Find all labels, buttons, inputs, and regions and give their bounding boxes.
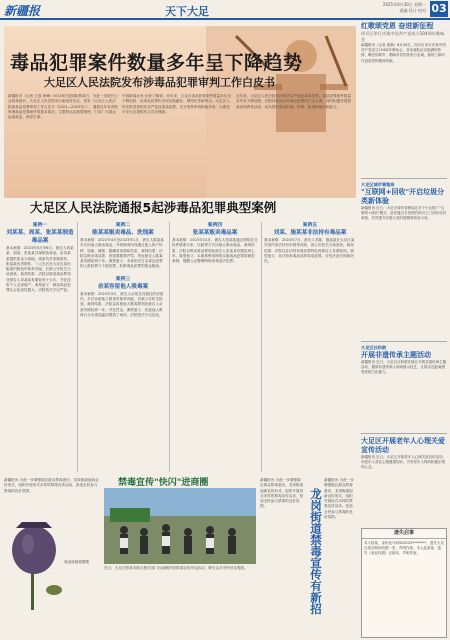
column-divider xyxy=(169,222,170,472)
poppy-caption xyxy=(64,560,100,580)
sidebar-story-4-title: 大足区开展老年人心理关爱宣传活动 xyxy=(361,437,445,454)
case-body: 基本案情：2022年4月至2023年1月，被告人陈某某多次向他人贩卖毒品，并将贩毒所得通过他人账户转移、转换，掩饰、隐瞒其来源和性质。裁判结果：法院以贩卖毒品罪、洗钱罪数罪并罚，判处被告人陈某某有期徒刑十年。典型意义：本案依法打击毒品犯罪的上游犯罪与下游犯罪，斩断毒品犯罪的资金链条。 xyxy=(80,238,164,269)
page-header xyxy=(0,0,450,20)
hero-text-col-1 xyxy=(8,94,118,196)
case-body: 基本案情：2023年5月至6月，被告人刘某某、周某、张某某共谋制造毒品，由刘某某提供资金与场地，周某负责采购原料，张某某负责制作。三人先后在大足区某出租屋内制造甲基苯丙胺，后被公安机关当场查获。裁判结果：法院以制造毒品罪判处被告人刘某某有期徒刑十五年，并处没收个人全部财产。典型意义：制造毒品犯罪社会危害性极大，法院依法予以严惩。 xyxy=(6,246,74,293)
photo-caption-text: 近日，大足区禁毒办联合相关部门在商圈开展禁毒宣传快闪活动，吸引众多市民驻足观看。 xyxy=(104,566,248,570)
column-divider xyxy=(77,222,78,472)
case-2 xyxy=(80,222,166,472)
case-body: 基本案情：2023年10月，被告人张某某通过网络社交软件联系买家，以邮寄方式向他人贩卖毒品。裁判结果：法院以贩卖毒品罪判处被告人张某某有期徒刑七年。典型意义：本案系利用网络实施毒品犯罪的典型案例，提醒公众警惕网络涉毒违法犯罪。 xyxy=(172,238,258,264)
notice-body: 本人杨某，身份证号码500225********，遗失大足区某处购房收据一张，声明作废。本人赵某某，遗失《营业执照》正副本，声明作废。 xyxy=(364,541,444,556)
case-number: 案例五 xyxy=(302,223,318,228)
hero-paragraph: 新疆报讯（记者 王燕 徐峰）6月26日是国际禁毒日，为进一步提升公众禁毒意识，大足区人民法院举行新闻发布会，发布《大足区人民法院涉毒品犯罪审判工作白皮书（2021—2025年）》，通报近年来该院审理毒品犯罪案件的基本情况、主要特点及典型案例，引导广大群众远离毒品、珍爱生命。 xyxy=(8,94,118,120)
sidebar-divider xyxy=(361,178,447,179)
sidebar-story-2-label: 大足区城市管理局 xyxy=(361,182,395,187)
vertical-story-body-col-2 xyxy=(324,478,356,608)
poppy-caption-text: 毒品原植物罂粟 xyxy=(64,560,90,564)
notice-title: 遗失启事 xyxy=(362,529,446,539)
case-body: 基本案情：2024年3月，被告人余某在其租住的房屋内，多次容留他人吸食甲基苯丙胺，后被公安机关抓获。裁判结果：法院以容留他人吸毒罪判处被告人余某有期徒刑一年，并处罚金。典型意义：容留他人吸毒行为为毒品滥用提供了场所，法院依法予以惩处。 xyxy=(80,291,164,317)
vertical-story-body: 新疆报讯 为进一步增强辖区群众禁毒意识，龙岗街道创新宣传形式，组织开展形式多样的禁毒宣传活动，营造全民参与禁毒的良好氛围。 xyxy=(324,478,354,520)
vertical-story-body: 新疆报讯 为进一步增强辖区群众禁毒意识，龙岗街道创新宣传形式，组织开展形式多样的禁毒宣传活动，营造全民参与禁毒的良好氛围。 xyxy=(4,478,99,493)
vertical-story-title: 龙岗街道禁毒宣传有新招 xyxy=(309,488,323,615)
case-title: 张某某贩卖毒品案 xyxy=(192,230,238,236)
column-divider xyxy=(261,222,262,472)
sidebar-story-2-title: "互联网+回收"开启垃圾分类新体验 xyxy=(361,188,445,205)
vertical-story-body: 新疆报讯 为进一步增强辖区群众禁毒意识，龙岗街道创新宣传形式，组织开展形式多样的禁毒宣传活动，营造全民参与禁毒的良好氛围。 xyxy=(260,478,304,509)
page-info xyxy=(383,2,426,14)
right-sidebar xyxy=(361,22,447,638)
sidebar-story-4-body: 新疆报讯 近日，大足区开展老年人心理关爱宣传活动，向老年人普及心理健康知识，引导老年人保持积极乐观的心态。 xyxy=(361,455,447,470)
sidebar-story-3-label: 大足区社科联 xyxy=(361,345,387,350)
hero-text-col-2 xyxy=(122,94,232,196)
section-title: 天下大足 xyxy=(165,5,209,18)
headline: 毒品犯罪案件数量多年呈下降趋势 xyxy=(10,52,303,74)
bottom-left-text xyxy=(4,478,100,518)
sidebar-story-1-title: 红歌颂党恩 奋进新征程 xyxy=(361,22,434,30)
poppy-capsule-image xyxy=(4,520,64,610)
case-number: 案例一 xyxy=(32,223,48,228)
case-title: 刘某某、周某、张某某制造毒品案 xyxy=(6,230,74,244)
hero-text-col-3 xyxy=(236,94,352,196)
case-title: 陈某某贩卖毒品、洗钱案 xyxy=(92,230,154,236)
photo-caption xyxy=(104,566,256,606)
page-number: 03 xyxy=(431,2,447,15)
case-body: 基本案情：2024年7月，被告人刘某、施某某在大足区某宾馆内非法持有甲基苯丙胺，被公安机关当场查获。裁判结果：法院以非法持有毒品罪判处两被告人有期徒刑。典型意义：非法持有毒品同样构成犯罪，应依法追究刑事责任。 xyxy=(264,238,355,264)
event-photo xyxy=(104,488,256,564)
newspaper-logo: 新疆报 xyxy=(4,4,41,18)
date-line: 2025年6月30日 星期一 xyxy=(382,2,426,7)
vertical-story-body-col xyxy=(260,478,304,608)
case-title: 余某容留他人吸毒案 xyxy=(97,283,149,290)
case-number: 案例二 xyxy=(115,223,131,228)
sidebar-story-2-body: 新疆报讯 近日，大足区城市管理局在多个小区推广"互联网+回收"模式，居民通过手机预约即可上门回收可回收物，有效提升垃圾分类的便捷度和参与率。 xyxy=(361,206,447,221)
hero-paragraph: 近年来，大足区人民法院坚持依法从严惩处毒品犯罪，毒品犯罪案件数量多年呈下降趋势。法院持续加大对毒品犯罪的打击力度，同时积极开展禁毒宣传教育活动，切实提升群众识毒、防毒、拒毒的意识和能力。 xyxy=(236,94,351,109)
case-number: 案例四 xyxy=(207,223,223,228)
sidebar-divider xyxy=(361,341,447,342)
sidebar-story-1-body: 新疆报讯（记者 唐静）6月26日，经开区举行庆祝中国共产党成立104周年歌咏会，各参赛队伍以饱满的热情、嘹亮的歌声，唱响对党的热爱与忠诚，展现了新时代奋进者的精神风貌。 xyxy=(361,43,446,63)
case-4 xyxy=(172,222,258,472)
case-1 xyxy=(6,222,74,472)
sidebar-story-1-subtitle: 经开区举行庆祝中国共产党成立104周年歌咏会 xyxy=(361,31,445,42)
editor-line: 责编 设计 校对 xyxy=(399,8,426,13)
case-title: 刘某、施某某非法持有毒品案 xyxy=(273,230,347,236)
photo-title: 禁毒宣传"快闪"进商圈 xyxy=(118,478,209,488)
cases-section-title: 大足区人民法院通报5起涉毒品犯罪典型案例 xyxy=(30,200,277,215)
photo-scene xyxy=(104,488,256,564)
hero-paragraph: 中国新闻社讯·记者了解到，近年来，大足区毒品犯罪案件数量多年呈下降趋势，但毒品犯罪仍呈现出隐蔽化、网络化等新特点。大足区人民法院坚持依法从严惩处毒品犯罪，充分发挥审判职能作用，为建设平安大足提供有力司法保障。 xyxy=(122,94,231,114)
notice-box xyxy=(361,528,447,638)
subheadline: 大足区人民法院发布涉毒品犯罪审判工作白皮书 xyxy=(44,76,275,89)
sidebar-story-3-title: 开展非遗传承主题活动 xyxy=(361,351,431,359)
hero-banner xyxy=(4,26,356,198)
case-number: 案例三 xyxy=(115,276,131,282)
sidebar-story-3-body: 新疆报讯 近日，大足区社科联在辖区开展非遗传承主题活动，邀请非遗传承人现场展示技艺，让群众近距离感受传统文化魅力。 xyxy=(361,360,447,375)
sidebar-divider xyxy=(361,433,447,434)
case-5 xyxy=(264,222,356,472)
